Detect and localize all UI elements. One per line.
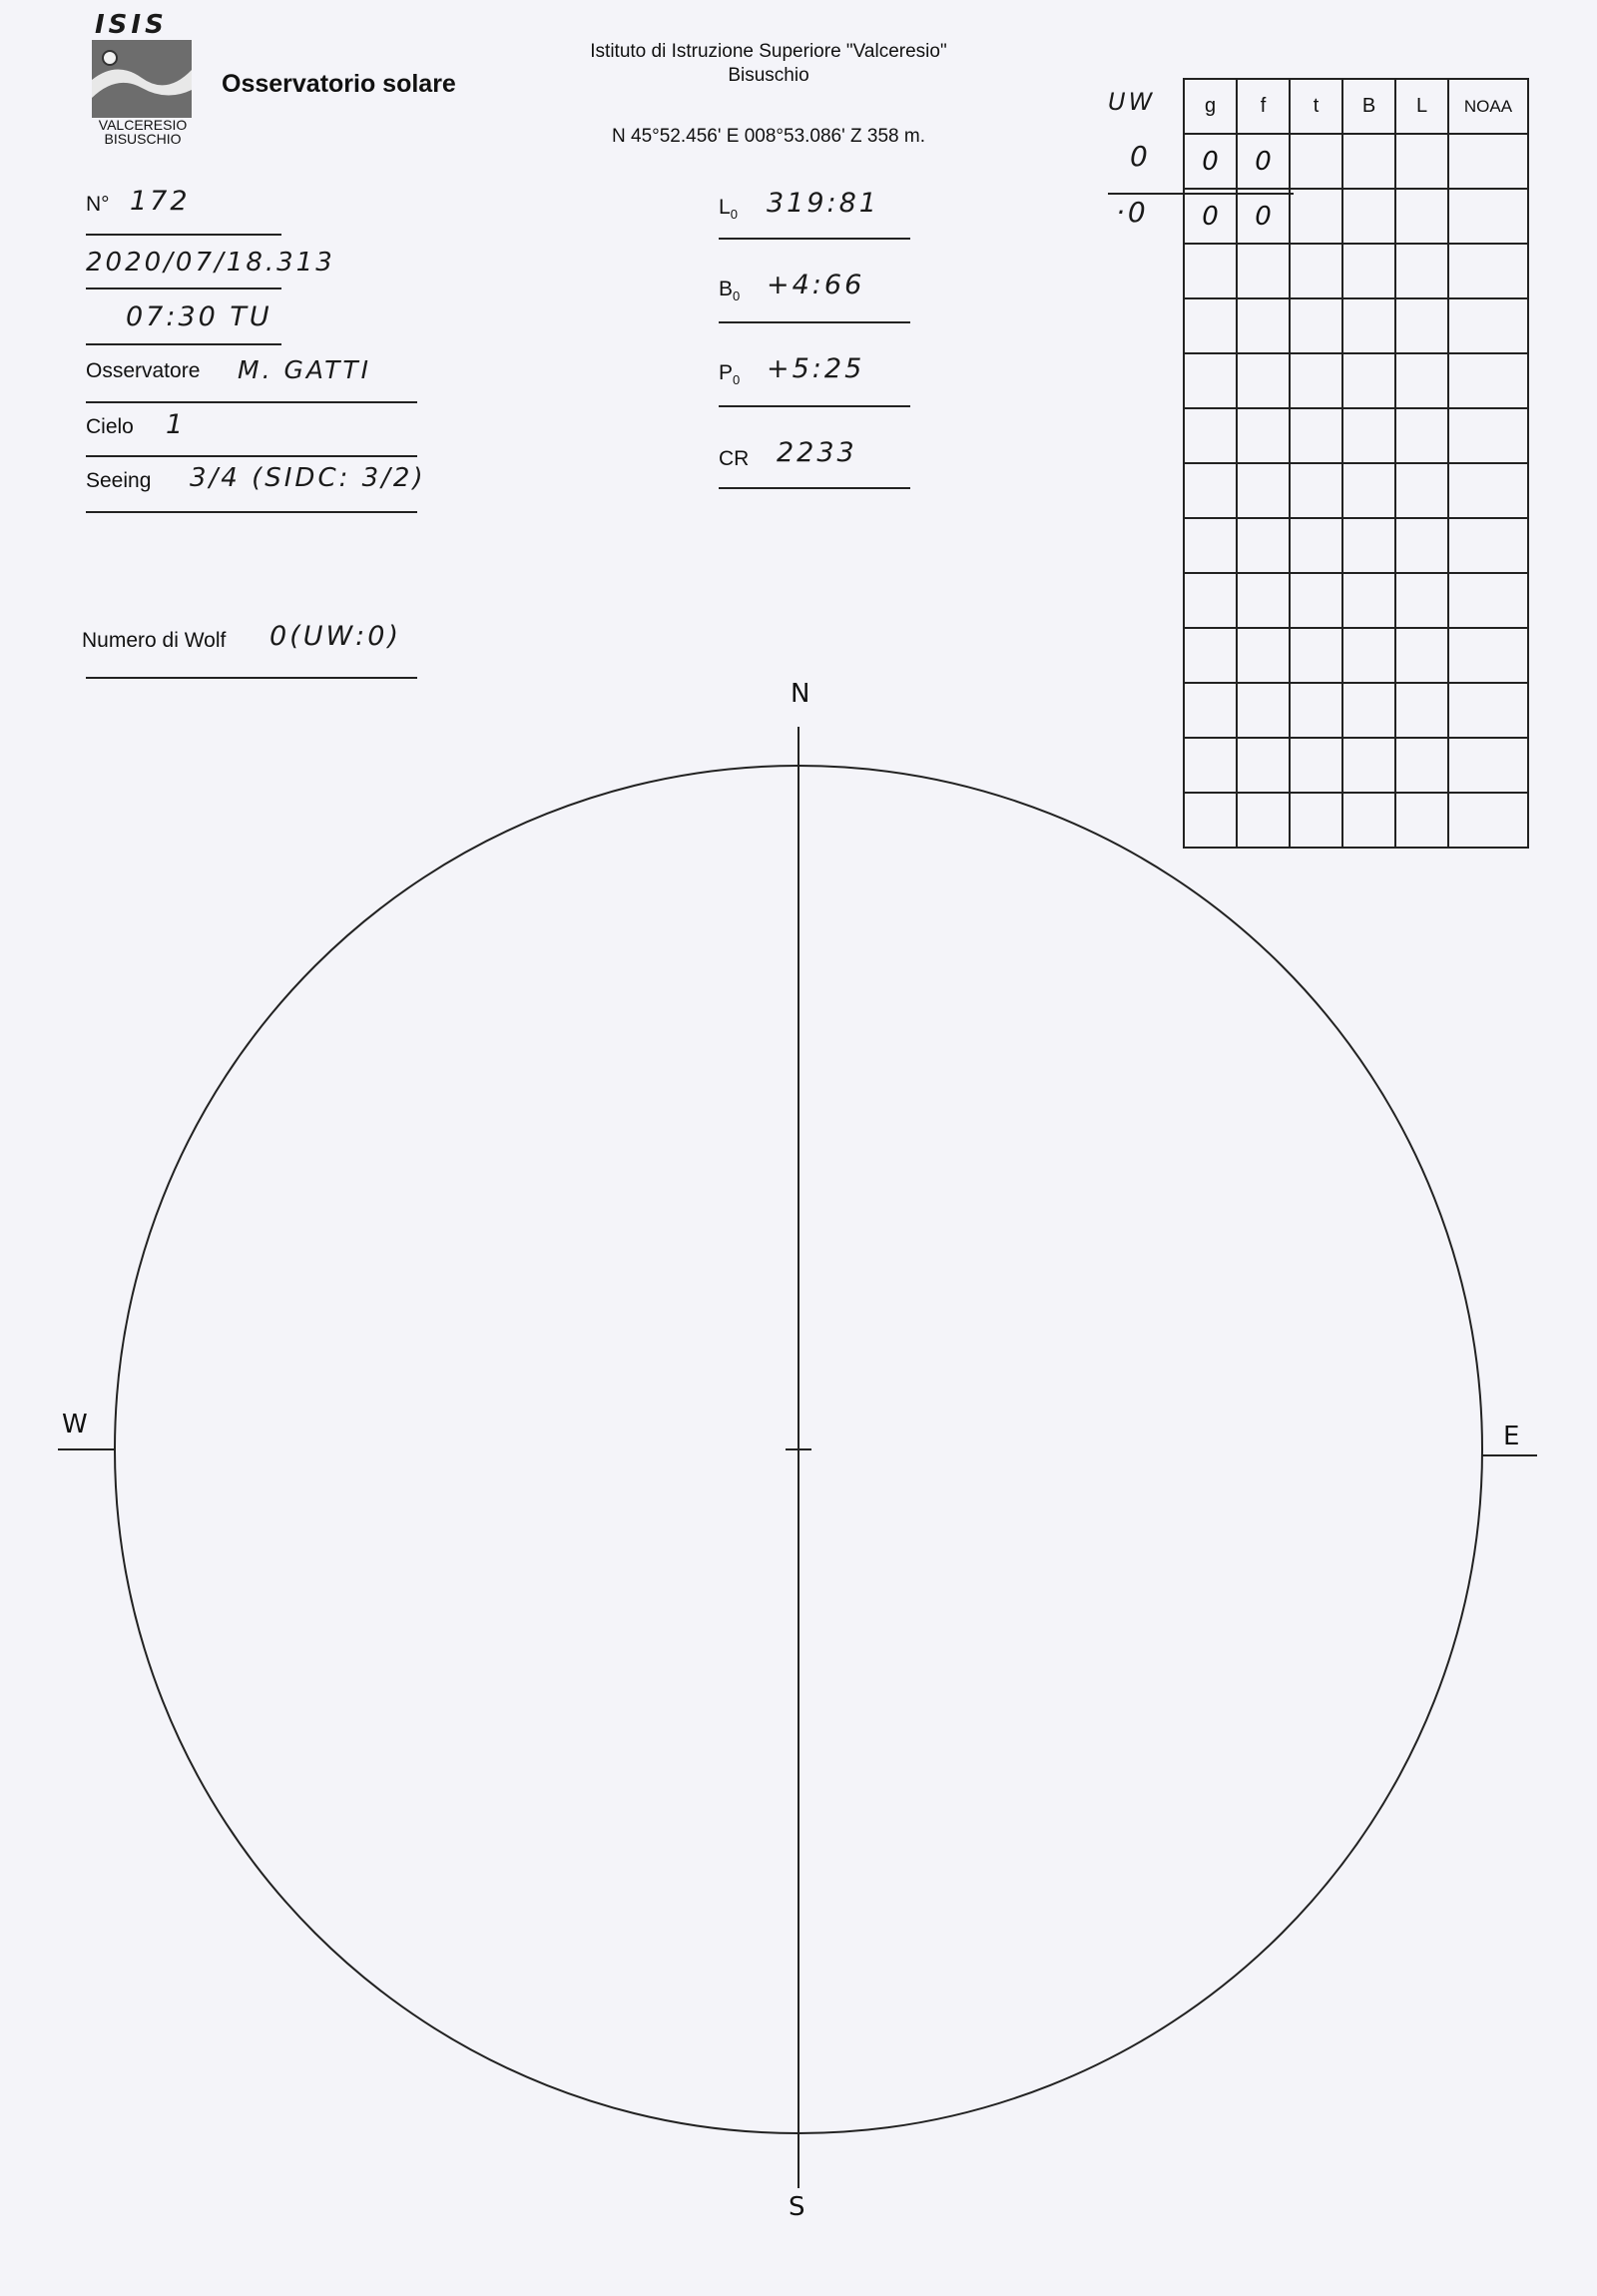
L0-subscript: 0	[730, 207, 738, 223]
P0-value: +5:25	[767, 353, 865, 384]
institute-name: Istituto di Istruzione Superiore "Valceresio"	[590, 41, 947, 62]
CR-value: 2233	[777, 437, 857, 468]
P0-subscript: 0	[733, 372, 741, 388]
CR-label: CR	[719, 447, 750, 470]
wolf-number-value: 0(UW:0)	[269, 621, 401, 652]
observer-value: M. GATTI	[238, 355, 372, 384]
west-label: W	[62, 1410, 88, 1439]
site-coordinates: N 45°52.456' E 008°53.086' Z 358 m.	[612, 126, 925, 147]
header-g: g	[1184, 79, 1237, 134]
logo-wordmark: ISIS	[95, 10, 168, 40]
north-label: N	[791, 679, 810, 709]
time-value: 07:30 TU	[126, 301, 272, 332]
grid-cell: 0	[1237, 134, 1290, 189]
sky-value: 1	[166, 409, 187, 440]
seeing-value: 3/4 (SIDC: 3/2)	[190, 463, 426, 493]
header-B: B	[1342, 79, 1395, 134]
header-noaa: NOAA	[1448, 79, 1528, 134]
south-label: S	[789, 2192, 805, 2222]
seeing-label: Seeing	[86, 469, 152, 492]
B0-value: +4:66	[767, 270, 865, 300]
B0-letter: B	[719, 278, 734, 300]
grid-cell: 0	[1184, 134, 1237, 189]
observatory-title: Osservatorio solare	[222, 70, 456, 98]
header-t: t	[1290, 79, 1342, 134]
uw-value-row2: ·0	[1116, 196, 1149, 229]
B0-subscript: 0	[733, 288, 741, 304]
grid-cell: 0	[1237, 189, 1290, 244]
east-label: E	[1503, 1422, 1520, 1451]
number-value: 172	[130, 186, 191, 217]
sky-label: Cielo	[86, 415, 134, 438]
L0-value: 319:81	[767, 188, 879, 219]
logo-caption-line2: BISUSCHIO	[104, 131, 182, 147]
number-label: N°	[86, 193, 110, 216]
logo-caption-line1: VALCERESIO	[98, 117, 188, 133]
uw-value-row1: 0	[1130, 140, 1151, 173]
grid-cell: 0	[1184, 189, 1237, 244]
P0-letter: P	[719, 361, 734, 384]
observer-label: Osservatore	[86, 359, 201, 382]
L0-letter: L	[719, 196, 731, 219]
header-L: L	[1395, 79, 1448, 134]
institute-town: Bisuschio	[728, 65, 809, 86]
header-f: f	[1237, 79, 1290, 134]
wolf-number-label: Numero di Wolf	[82, 629, 227, 652]
uw-header: UW	[1108, 88, 1156, 116]
date-value: 2020/07/18.313	[86, 248, 335, 278]
